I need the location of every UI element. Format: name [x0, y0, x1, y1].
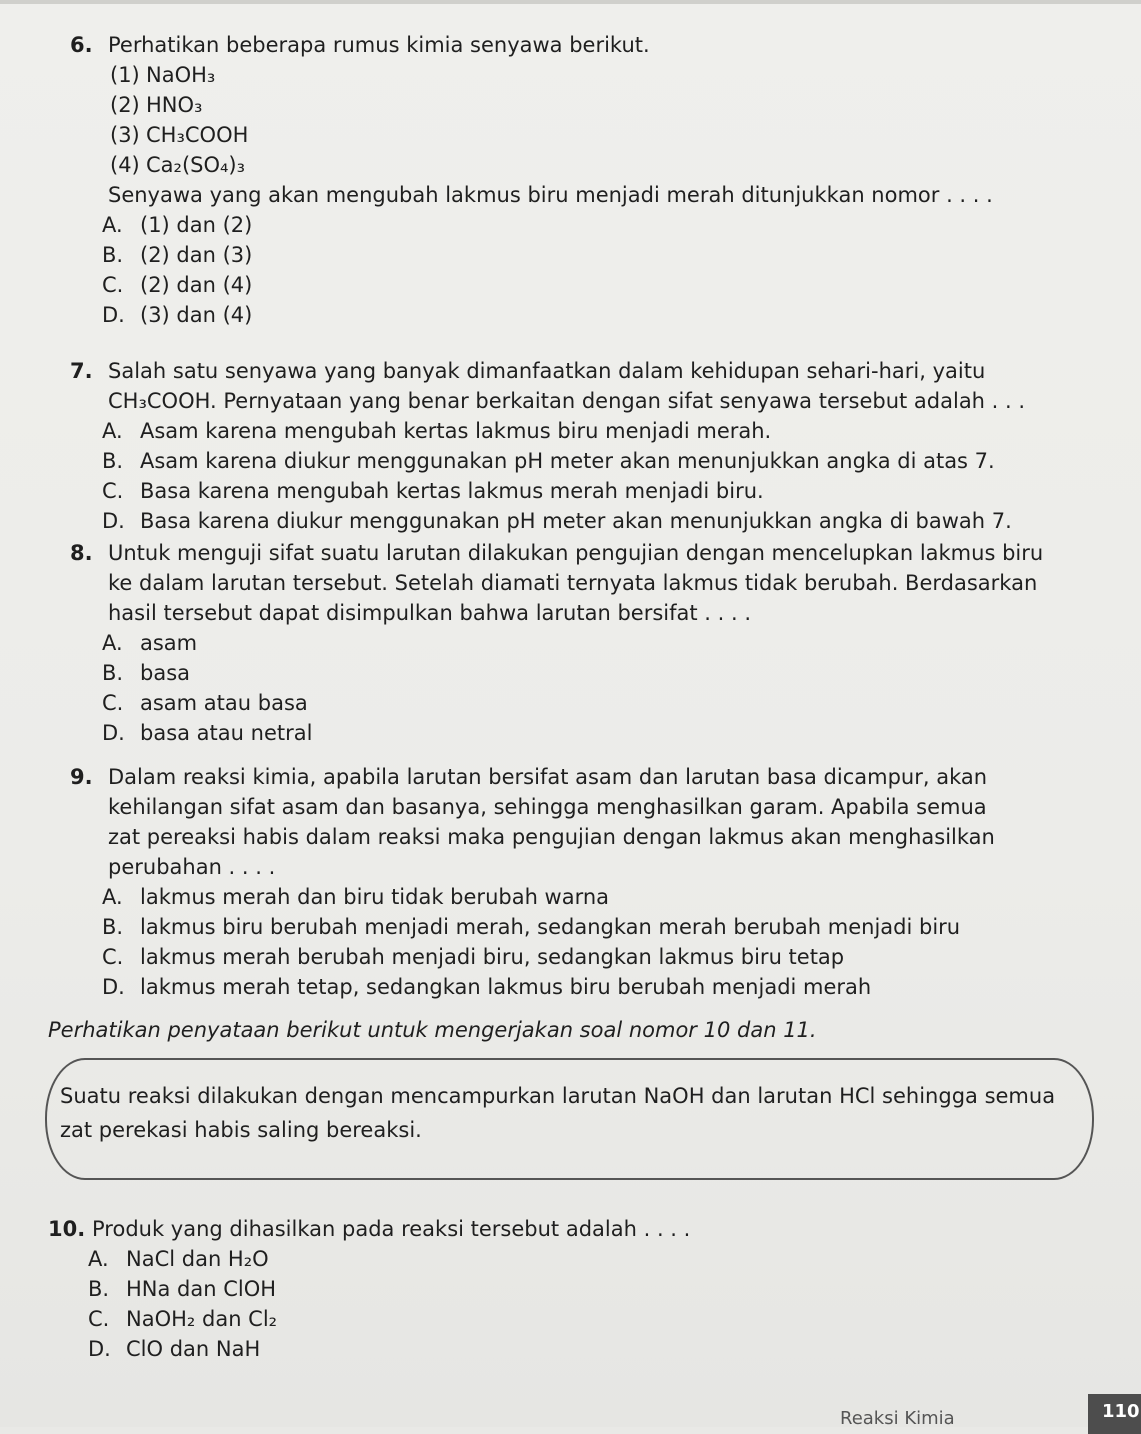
page-number: 110 — [1088, 1394, 1141, 1434]
option-b[interactable]: B. (2) dan (3) — [102, 243, 253, 267]
question-text: Perhatikan beberapa rumus kimia senyawa berikut. — [108, 33, 650, 57]
option-d[interactable]: D. lakmus merah tetap, sedangkan lakmus biru berubah menjadi merah — [102, 975, 872, 999]
question-text: perubahan . . . . — [108, 855, 276, 879]
option-c[interactable]: C. NaOH₂ dan Cl₂ — [88, 1307, 278, 1331]
option-d[interactable]: D. Basa karena diukur menggunakan pH meter akan menunjukkan angka di bawah 7. — [102, 509, 1012, 533]
question-6 — [70, 30, 993, 330]
page-edge — [0, 0, 1141, 4]
option-a[interactable]: A. Asam karena mengubah kertas lakmus biru menjadi merah. — [102, 419, 772, 443]
option-d[interactable]: D. ClO dan NaH — [88, 1337, 261, 1361]
instruction-text: Perhatikan penyataan berikut untuk mengerjakan soal nomor 10 dan 11. — [48, 1018, 817, 1042]
option-b[interactable]: B. Asam karena diukur menggunakan pH meter akan menunjukkan angka di atas 7. — [102, 449, 995, 473]
option-c[interactable]: C. asam atau basa — [102, 691, 308, 715]
option-c[interactable]: C. Basa karena mengubah kertas lakmus merah menjadi biru. — [102, 479, 764, 503]
question-text: kehilangan sifat asam dan basanya, sehingga menghasilkan garam. Apabila semua — [108, 795, 987, 819]
formula-item: (1) NaOH₃ — [110, 63, 216, 87]
question-text: zat pereaksi habis dalam reaksi maka pengujian dengan lakmus akan menghasilkan — [108, 825, 995, 849]
formula-item: (4) Ca₂(SO₄)₃ — [110, 153, 246, 177]
option-b[interactable]: B. basa — [102, 661, 191, 685]
question-text: CH₃COOH. Pernyataan yang benar berkaitan dengan sifat senyawa tersebut adalah . . . — [108, 389, 1026, 413]
question-text: Salah satu senyawa yang banyak dimanfaatkan dalam kehidupan sehari-hari, yaitu — [108, 359, 986, 383]
question-prompt: Senyawa yang akan mengubah lakmus biru menjadi merah ditunjukkan nomor . . . . — [108, 183, 993, 207]
option-b[interactable]: B. HNa dan ClOH — [88, 1277, 277, 1301]
question-number: 10. — [48, 1217, 86, 1241]
question-9 — [70, 762, 995, 1002]
formula-item: (3) CH₃COOH — [110, 123, 249, 147]
question-7 — [70, 356, 1025, 536]
option-c[interactable]: C. lakmus merah berubah menjadi biru, sedangkan lakmus biru tetap — [102, 945, 845, 969]
question-10 — [48, 1214, 690, 1364]
option-a[interactable]: A. asam — [102, 631, 198, 655]
option-d[interactable]: D. basa atau netral — [102, 721, 313, 745]
question-number: 7. — [70, 359, 93, 383]
option-d[interactable]: D. (3) dan (4) — [102, 303, 253, 327]
question-text: hasil tersebut dapat disimpulkan bahwa larutan bersifat . . . . — [108, 601, 752, 625]
question-number: 8. — [70, 541, 93, 565]
question-text: Produk yang dihasilkan pada reaksi tersebut adalah . . . . — [92, 1217, 691, 1241]
option-a[interactable]: A. lakmus merah dan biru tidak berubah warna — [102, 885, 610, 909]
question-number: 6. — [70, 33, 93, 57]
formula-item: (2) HNO₃ — [110, 93, 203, 117]
option-b[interactable]: B. lakmus biru berubah menjadi merah, sedangkan merah berubah menjadi biru — [102, 915, 961, 939]
option-c[interactable]: C. (2) dan (4) — [102, 273, 253, 297]
footer-chapter-title: Reaksi Kimia — [840, 1408, 955, 1429]
statement-text: Suatu reaksi dilakukan dengan mencampurkan larutan NaOH dan larutan HCl sehingga semua zat perekasi habis saling bereaksi. — [60, 1084, 1056, 1142]
question-text: Untuk menguji sifat suatu larutan dilakukan pengujian dengan mencelupkan lakmus biru — [108, 541, 1044, 565]
option-a[interactable]: A. NaCl dan H₂O — [88, 1247, 269, 1271]
question-8 — [70, 538, 1043, 748]
option-a[interactable]: A. (1) dan (2) — [102, 213, 253, 237]
question-text: Dalam reaksi kimia, apabila larutan bersifat asam dan larutan basa dicampur, akan — [108, 765, 988, 789]
question-text: ke dalam larutan tersebut. Setelah diamati ternyata lakmus tidak berubah. Berdasarkan — [108, 571, 1038, 595]
question-number: 9. — [70, 765, 93, 789]
